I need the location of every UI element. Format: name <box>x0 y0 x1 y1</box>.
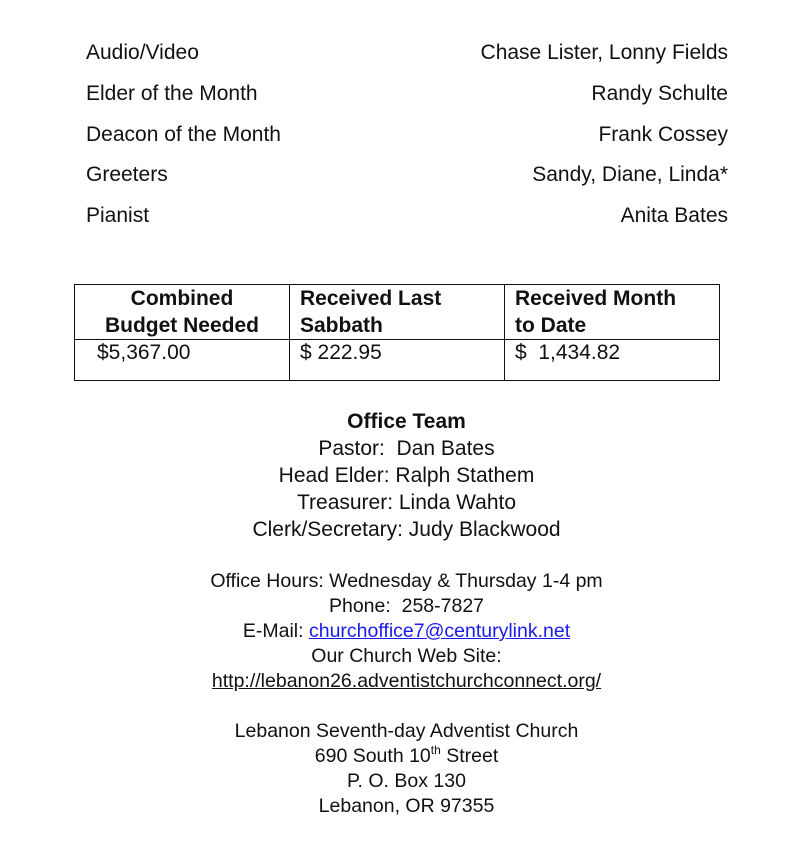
received-last-sabbath-value: $ 222.95 <box>290 340 505 381</box>
role-assignments <box>86 38 728 242</box>
office-team-head-elder: Head Elder: Ralph Stathem <box>278 464 535 487</box>
email-line <box>0 619 801 644</box>
received-month-to-date-value: $ 1,434.82 <box>505 340 720 381</box>
role-row-pianist <box>86 201 728 242</box>
role-assignee: Randy Schulte <box>591 81 728 105</box>
role-row-deacon <box>86 120 728 161</box>
role-label: Pianist <box>86 204 150 228</box>
role-label: Audio/Video <box>86 41 199 64</box>
website-label: Our Church Web Site: <box>311 645 502 667</box>
budget-needed-value: $5,367.00 <box>75 340 290 381</box>
role-assignee: Chase Lister, Lonny Fields <box>480 41 728 64</box>
header-line: to Date <box>515 314 587 337</box>
budget-table <box>74 284 720 381</box>
header-line: Sabbath <box>300 314 383 337</box>
church-address <box>0 719 801 819</box>
po-box: P. O. Box 130 <box>347 770 466 792</box>
role-label: Greeters <box>86 163 168 187</box>
role-row-greeters <box>86 160 728 201</box>
street-number: 690 South 10 <box>314 745 431 767</box>
budget-header-combined <box>75 285 290 340</box>
email-link[interactable]: churchoffice7@centurylink.net <box>308 620 571 642</box>
office-team-clerk: Clerk/Secretary: Judy Blackwood <box>252 518 561 541</box>
office-team-title: Office Team <box>347 410 466 433</box>
church-name: Lebanon Seventh-day Adventist Church <box>234 720 579 742</box>
office-team-pastor: Pastor: Dan Bates <box>318 437 495 460</box>
header-line: Budget Needed <box>104 314 259 337</box>
budget-header-last-sabbath <box>290 285 505 340</box>
role-row-elder <box>86 79 728 120</box>
website-link[interactable]: http://lebanon26.adventistchurchconnect.org/ <box>211 670 602 692</box>
header-line: Received Month <box>515 287 677 310</box>
role-assignee: Sandy, Diane, Linda* <box>532 163 728 187</box>
role-row-audio-video <box>86 38 728 79</box>
street-name: Street <box>440 745 499 767</box>
role-assignee: Frank Cossey <box>598 122 728 146</box>
website-line <box>0 669 801 694</box>
office-team <box>0 408 801 543</box>
role-assignee: Anita Bates <box>620 204 728 228</box>
street-ordinal: th <box>430 743 441 757</box>
email-label: E-Mail: <box>242 620 309 642</box>
office-team-treasurer: Treasurer: Linda Wahto <box>296 491 517 514</box>
budget-value-row <box>75 340 720 381</box>
budget-header-row <box>75 285 720 340</box>
role-label: Elder of the Month <box>86 81 258 105</box>
header-line: Received Last <box>300 287 442 310</box>
office-hours: Office Hours: Wednesday & Thursday 1-4 pm <box>210 570 603 592</box>
header-line: Combined <box>130 287 234 310</box>
city-state-zip: Lebanon, OR 97355 <box>318 795 495 817</box>
budget-header-month-to-date <box>505 285 720 340</box>
street-address <box>0 744 801 769</box>
contact-info <box>0 569 801 694</box>
phone: Phone: 258-7827 <box>328 595 485 617</box>
role-label: Deacon of the Month <box>86 122 281 146</box>
